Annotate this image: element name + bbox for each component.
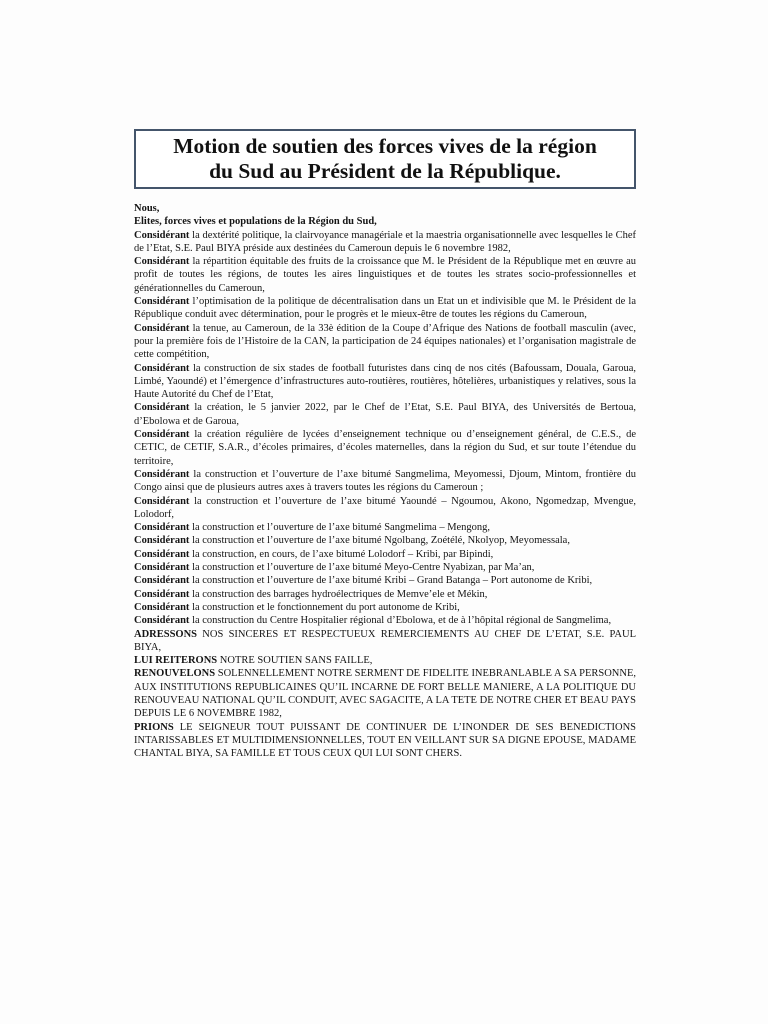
intro-nous: Nous,: [134, 203, 160, 214]
considerant-paragraph-text: la dextérité politique, la clairvoyance managériale et la maestria organisationnelle avec lesquelles le Chef de l’Etat, S.E. Paul BIYA préside aux destinées du Cameroun depuis le 6 novembre 1982,: [134, 229, 636, 254]
considerant-paragraph-keyword: Considérant: [134, 562, 190, 574]
considerant-paragraph-keyword: Considérant: [134, 615, 190, 627]
considerant-paragraph: [134, 295, 636, 322]
considerant-paragraph: [134, 229, 636, 256]
considerant-paragraph-text: la construction, en cours, de l’axe bitumé Lolodorf – Kribi, par Bipindi,: [189, 548, 494, 560]
considerant-paragraph-text: la construction et l’ouverture de l’axe bitumé Ngolbang, Zoétélé, Nkolyop, Meyomessala,: [189, 535, 570, 547]
considerant-paragraph-text: l’optimisation de la politique de décentralisation dans un Etat un et indivisible que M. le Président de la République conduit avec détermination, pour le progrès et le mieux-être de toutes les régions du Cameroun,: [134, 296, 636, 321]
resolution-paragraph-text: NOS SINCERES ET RESPECTUEUX REMERCIEMENTS AU CHEF DE L’ETAT, S.E. PAUL BIYA,: [134, 628, 636, 653]
considerant-paragraph: [134, 322, 636, 362]
considerant-paragraph-keyword: Considérant: [134, 495, 190, 507]
resolution-paragraph: [134, 654, 636, 667]
resolution-paragraph-text: LE SEIGNEUR TOUT PUISSANT DE CONTINUER DE L’INONDER DE SES BENEDICTIONS INTARISSABLES ET MULTIDIMENSIONNELLES, TOUT EN VEILLANT SUR SA DIGNE EPOUSE, MADAME CHANTAL BIYA, SA FAMILLE ET TOUS CEUX QUI LUI SONT CHERS.: [134, 721, 636, 760]
resolution-paragraph: [134, 667, 636, 720]
considerant-paragraph-text: la répartition équitable des fruits de la croissance que M. le Président de la République met en œuvre au profit de toutes les régions, de toutes les aires linguistiques et de toutes les strates socio-professionnelles et générationnelles du Cameroun,: [134, 256, 636, 294]
considerant-paragraph: [134, 428, 636, 468]
considerant-paragraph: [134, 495, 636, 522]
considerant-paragraph: [134, 614, 636, 627]
considerant-paragraph-keyword: Considérant: [134, 429, 190, 441]
considerant-paragraph-text: la construction et l’ouverture de l’axe bitumé Sangmelima – Mengong,: [189, 522, 491, 534]
resolution-paragraph-keyword: RENOUVELONS: [134, 668, 216, 680]
considerant-paragraph-text: la construction des barrages hydroélectriques de Memve’ele et Mékin,: [189, 588, 488, 600]
considerant-paragraph-text: la construction du Centre Hospitalier régional d’Ebolowa, et de à l’hôpital régional de Sangmelima,: [189, 615, 612, 627]
considerant-paragraph-text: la tenue, au Cameroun, de la 33è édition de la Coupe d’Afrique des Nations de football masculin (avec, pour la première fois de l’Histoire de la CAN, la participation de 24 équipes nationales) et l’organisation magistrale de cette compétition,: [134, 322, 636, 361]
considerant-paragraph-keyword: Considérant: [134, 229, 190, 241]
considerant-paragraph-text: la construction et l’ouverture de l’axe bitumé Meyo-Centre Nyabizan, par Ma’an,: [189, 562, 535, 574]
considerant-paragraph-keyword: Considérant: [134, 548, 190, 560]
considerant-paragraph: [134, 362, 636, 402]
considerant-paragraph-keyword: Considérant: [134, 256, 190, 268]
title-line-2: du Sud au Président de la République.: [209, 159, 561, 183]
considerant-paragraph: [134, 468, 636, 495]
considerant-paragraph-keyword: Considérant: [134, 522, 190, 534]
considerant-paragraph-text: la construction et l’ouverture de l’axe bitumé Sangmelima, Meyomessi, Djoum, Mintom, frontière du Congo ainsi que de plusieurs autres axes à travers toutes les régions du Cameroun ;: [134, 468, 636, 494]
intro-elites: Elites, forces vives et populations de la Région du Sud,: [134, 216, 377, 228]
considerant-paragraph-keyword: Considérant: [134, 402, 190, 414]
resolution-paragraph-keyword: ADRESSONS: [134, 628, 198, 640]
considerant-paragraph-keyword: Considérant: [134, 296, 190, 308]
considerant-paragraph-keyword: Considérant: [134, 362, 190, 374]
considerant-paragraph: [134, 548, 636, 561]
considerant-paragraph: [134, 574, 636, 587]
motion-body: [134, 202, 636, 760]
resolutions-list: [134, 628, 636, 761]
considerant-paragraph-text: la construction de six stades de football futuristes dans cinq de nos cités (Bafoussam, Douala, Garoua, Limbé, Yaoundé) et l’émergence d’infrastructures auto-routières, routières, hôtelières, urbanistiques y relatives, sous la Haute Autorité du Chef de l’Etat,: [134, 362, 636, 401]
considerant-paragraph-text: la construction et l’ouverture de l’axe bitumé Kribi – Grand Batanga – Port autonome de Kribi,: [189, 575, 593, 587]
considerant-paragraph-text: la création, le 5 janvier 2022, par le Chef de l’Etat, S.E. Paul BIYA, des Universités de Bertoua, d’Ebolowa et de Garoua,: [134, 402, 636, 427]
considerants-list: [134, 229, 636, 628]
resolution-paragraph: [134, 628, 636, 655]
considerant-paragraph: [134, 601, 636, 614]
considerant-paragraph-text: la construction et l’ouverture de l’axe bitumé Yaoundé – Ngoumou, Akono, Ngomedzap, Mvengue, Lolodorf,: [134, 495, 636, 520]
considerant-paragraph: [134, 401, 636, 428]
considerant-paragraph: [134, 561, 636, 574]
resolution-paragraph-keyword: PRIONS: [134, 721, 174, 733]
considerant-paragraph: [134, 521, 636, 534]
considerant-paragraph-keyword: Considérant: [134, 322, 190, 334]
resolution-paragraph-text: NOTRE SOUTIEN SANS FAILLE,: [217, 655, 373, 667]
considerant-paragraph-text: la création régulière de lycées d’enseignement technique ou d’enseignement général, de C.E.S., de CETIC, de CETIF, S.A.R., d’écoles primaires, d’écoles maternelles, dans la région du Sud, et sur toute l’étendue du territoire,: [134, 429, 636, 467]
title-line-1: Motion de soutien des forces vives de la région: [173, 134, 597, 158]
considerant-paragraph-keyword: Considérant: [134, 535, 190, 547]
considerant-paragraph: [134, 255, 636, 295]
considerant-paragraph: [134, 534, 636, 547]
considerant-paragraph: [134, 588, 636, 601]
resolution-paragraph-keyword: LUI REITERONS: [134, 655, 218, 667]
resolution-paragraph-text: SOLENNELLEMENT NOTRE SERMENT DE FIDELITE INEBRANLABLE A SA PERSONNE, AUX INSTITUTIONS REPUBLICAINES QU’IL INCARNE DE FORT BELLE MANIERE, A LA POLITIQUE DU RENOUVEAU NATIONAL QU’IL CONDUIT, AVEC SAGACITE, A LA TETE DE NOTRE CHER ET BEAU PAYS DEPUIS LE 6 NOVEMBRE 1982,: [134, 668, 636, 720]
considerant-paragraph-keyword: Considérant: [134, 575, 190, 587]
considerant-paragraph-keyword: Considérant: [134, 588, 190, 600]
considerant-paragraph-keyword: Considérant: [134, 468, 190, 480]
title-box: [134, 129, 636, 189]
considerant-paragraph-text: la construction et le fonctionnement du port autonome de Kribi,: [189, 601, 460, 613]
resolution-paragraph: [134, 721, 636, 761]
considerant-paragraph-keyword: Considérant: [134, 601, 190, 613]
